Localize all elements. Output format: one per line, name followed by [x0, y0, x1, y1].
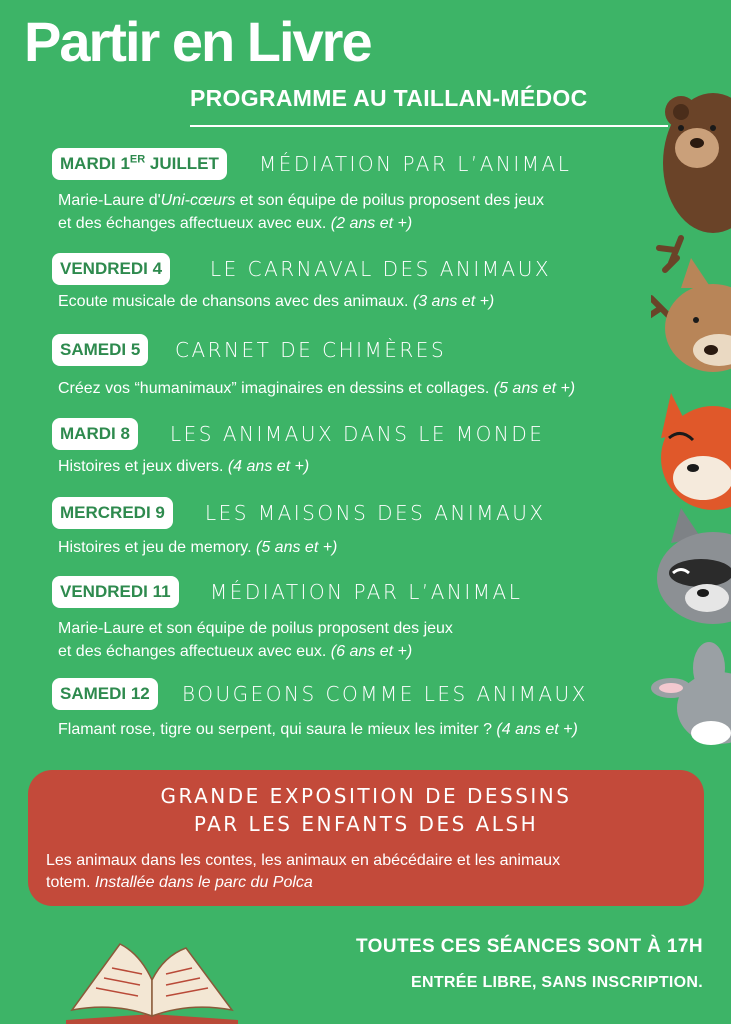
event-description-line: Créez vos “humanimaux” imaginaires en dessins et collages. (5 ans et +): [58, 380, 576, 397]
event-date-badge: MERCREDI 9: [52, 497, 173, 529]
event-title: LES MAISONS DES ANIMAUX: [205, 501, 546, 525]
exhibition-desc-line-1: Les animaux dans les contes, les animaux en abécédaire et les animaux: [46, 852, 561, 869]
page-title: Partir en Livre: [24, 10, 371, 73]
rabbit-icon: [651, 642, 731, 745]
event-description-line: Marie-Laure et son équipe de poilus proposent des jeux: [58, 620, 453, 637]
event-title: LES ANIMAUX DANS LE MONDE: [170, 422, 545, 446]
event-title: CARNET DE CHIMÈRES: [175, 338, 447, 362]
exhibition-desc-line-2: totem. Installée dans le parc du Polca: [46, 874, 313, 891]
event-date-badge: MARDI 1ER JUILLET: [52, 148, 227, 180]
event-description-line: Histoires et jeu de memory. (5 ans et +): [58, 539, 338, 556]
bear-icon: [663, 93, 731, 233]
raccoon-icon: [657, 508, 731, 624]
animal-illustrations: [651, 88, 731, 748]
event-description-line: et des échanges affectueux avec eux. (6 ans et +): [58, 643, 413, 660]
event-title: MÉDIATION PAR L’ANIMAL: [210, 580, 523, 604]
event-description-line: et des échanges affectueux avec eux. (2 ans et +): [58, 215, 413, 232]
event-date-badge: MARDI 8: [52, 418, 138, 450]
exhibition-title-line-2: PAR LES ENFANTS DES ALSH: [193, 812, 539, 836]
page-subtitle: PROGRAMME AU TAILLAN-MÉDOC: [190, 85, 588, 111]
event-description-line: Marie-Laure d'Uni-cœurs et son équipe de poilus proposent des jeux: [58, 192, 544, 209]
schedule-note: TOUTES CES SÉANCES SONT À 17H: [356, 936, 703, 957]
subtitle-divider: [190, 125, 668, 127]
event-date-badge: VENDREDI 4: [52, 253, 170, 285]
open-book-icon: [66, 940, 238, 1024]
event-title: LE CARNAVAL DES ANIMAUX: [210, 257, 552, 281]
event-title: BOUGEONS COMME LES ANIMAUX: [182, 682, 588, 706]
event-date-badge: SAMEDI 5: [52, 334, 148, 366]
deer-icon: [651, 238, 731, 372]
event-title: MÉDIATION PAR L’ANIMAL: [259, 152, 572, 176]
event-description-line: Histoires et jeux divers. (4 ans et +): [58, 458, 310, 475]
event-description-line: Flamant rose, tigre ou serpent, qui saura le mieux les imiter ? (4 ans et +): [58, 721, 578, 738]
entry-note: ENTRÉE LIBRE, SANS INSCRIPTION.: [411, 974, 703, 991]
event-date-badge: VENDREDI 11: [52, 576, 179, 608]
event-description-line: Ecoute musicale de chansons avec des animaux. (3 ans et +): [58, 293, 495, 310]
exhibition-box: [28, 770, 704, 906]
exhibition-description: [46, 850, 560, 894]
fox-icon: [661, 393, 731, 510]
event-date-badge: SAMEDI 12: [52, 678, 158, 710]
exhibition-title-line-1: GRANDE EXPOSITION DE DESSINS: [160, 784, 572, 808]
